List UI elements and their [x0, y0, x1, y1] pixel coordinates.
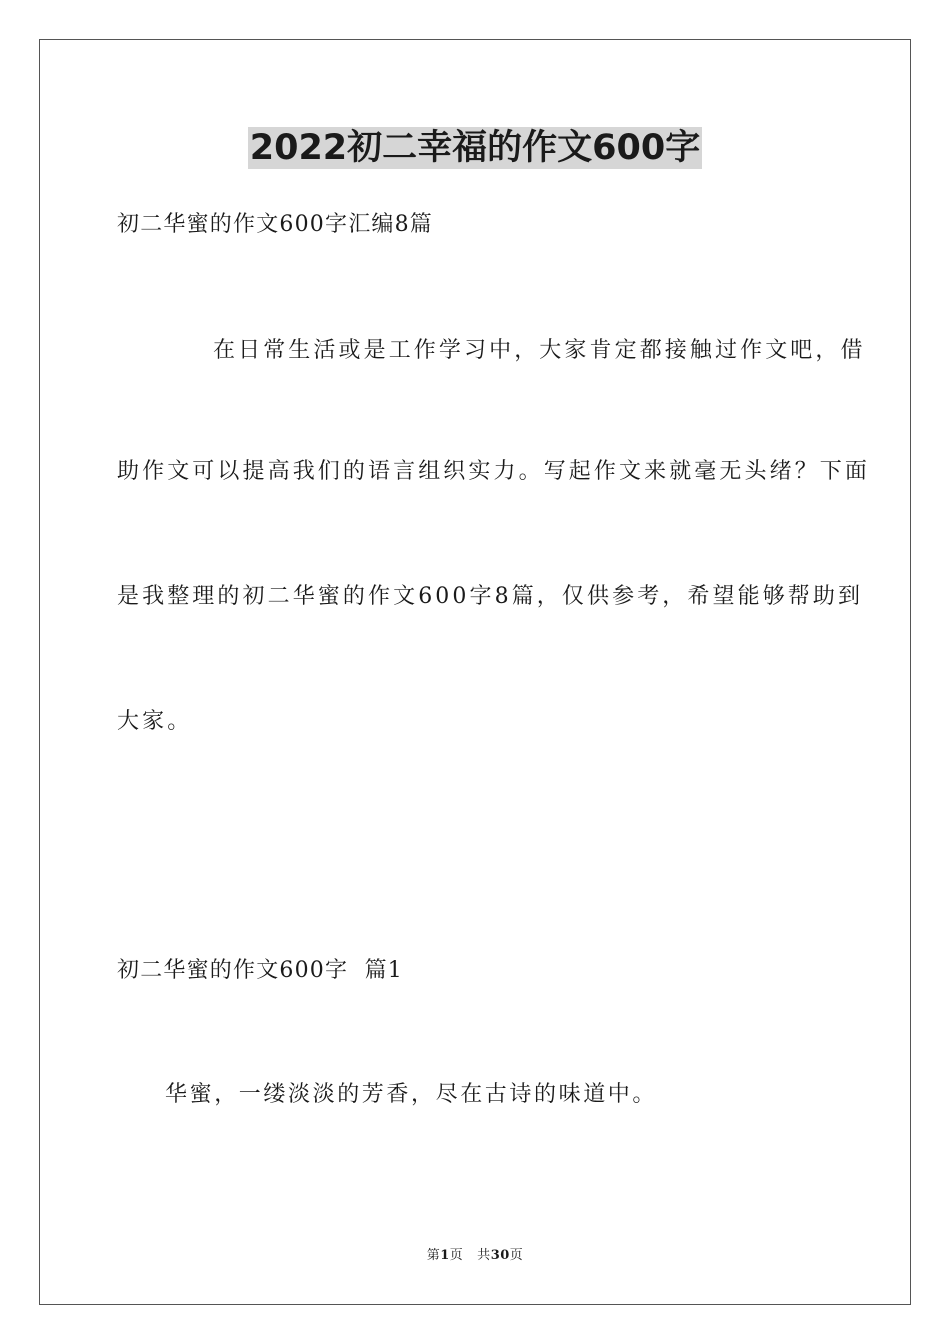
- footer-total-suffix: 页: [509, 1248, 524, 1263]
- page-footer: [0, 1247, 950, 1265]
- intro-line-2: 助作文可以提高我们的语言组织实力。写起作文来就毫无头绪？下面: [117, 459, 871, 484]
- title-wrap: [0, 127, 950, 169]
- footer-page-suffix: 页: [449, 1248, 464, 1263]
- intro-line-4: 大家。: [117, 709, 193, 734]
- section-heading: 初二华蜜的作文600字 篇1: [117, 958, 403, 983]
- document-title: 2022初二幸福的作文600字: [249, 128, 701, 168]
- intro-line-1: 在日常生活或是工作学习中，大家肯定都接触过作文吧，借: [213, 338, 866, 363]
- footer-page-number: 1: [440, 1248, 450, 1263]
- intro-line-3: 是我整理的初二华蜜的作文600字8篇，仅供参考，希望能够帮助到: [117, 584, 864, 609]
- footer-total-prefix: 共: [477, 1248, 491, 1263]
- footer-total-pages: 30: [490, 1248, 510, 1263]
- footer-prefix: 第: [426, 1248, 441, 1263]
- section-paragraph: 华蜜，一缕淡淡的芳香，尽在古诗的味道中。: [165, 1082, 658, 1107]
- document-subtitle: 初二华蜜的作文600字汇编8篇: [117, 212, 433, 237]
